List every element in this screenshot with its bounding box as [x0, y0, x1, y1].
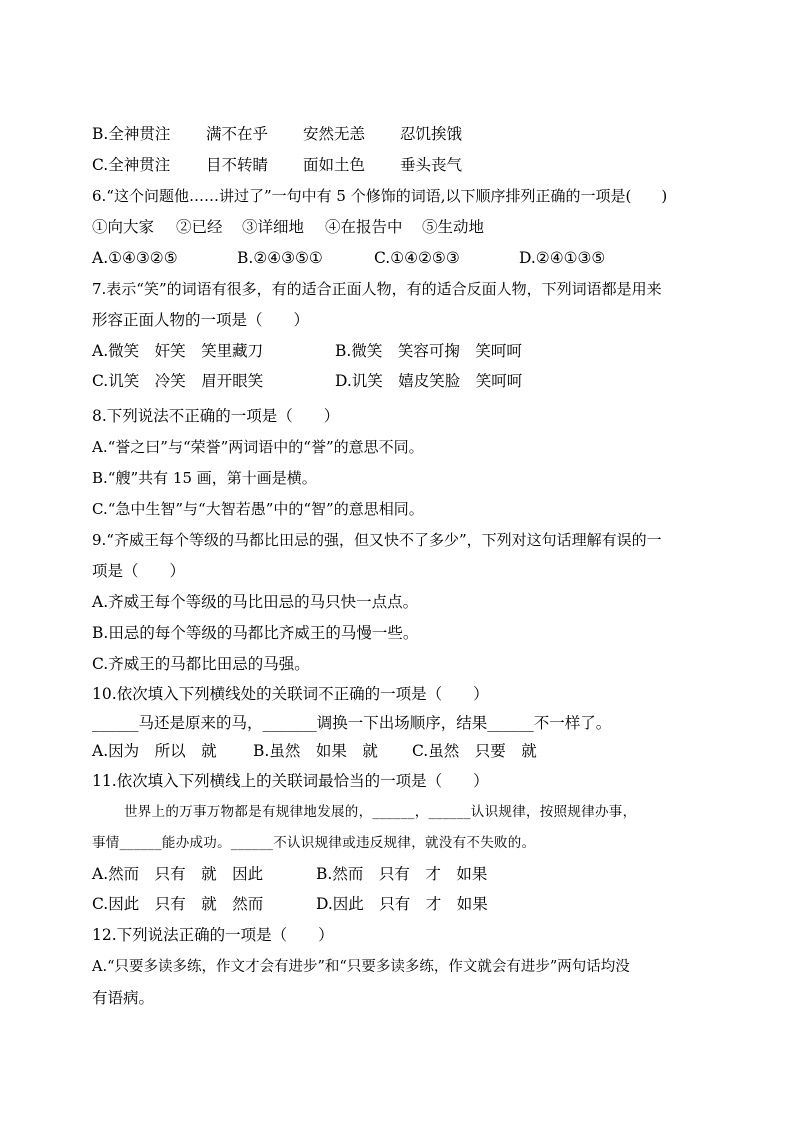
- q12-option-a-line-1: A.“只要多读多练，作文才会有进步”和“只要多读多练，作文就会有进步”两句话均没: [92, 959, 630, 975]
- q5-c-word-2: 面如土色: [303, 156, 366, 174]
- q6-stem: 6.“这个问题他……讲过了”一句中有 5 个修饰的词语,以下顺序排列正确的一项是( ): [92, 187, 668, 205]
- q7-option-c: C.讥笑 冷笑 眉开眼笑: [92, 372, 264, 390]
- q5-c-word-3: 垂头丧气: [400, 156, 463, 174]
- q6-item-3: ③详细地: [242, 218, 305, 236]
- q10-option-b: B.虽然 如果 就: [253, 742, 378, 760]
- q10-option-c: C.虽然 只要 就: [412, 742, 537, 760]
- q10-option-a: A.因为 所以 就: [92, 742, 217, 760]
- q8-option-a: A.“誉之曰”与“荣誉”两词语中的“誉”的意思不同。: [92, 438, 424, 456]
- q11-option-d: D.因此 只有 才 如果: [316, 895, 488, 913]
- q9-stem-line-2: 项是（ ）: [92, 562, 186, 580]
- q7-option-d: D.讥笑 嬉皮笑脸 笑呵呵: [335, 372, 523, 390]
- q7-stem-line-2: 形容正面人物的一项是（ ）: [92, 311, 310, 329]
- q11-option-b: B.然而 只有 才 如果: [316, 865, 488, 883]
- q5-c-label: C.全神贯注: [92, 156, 171, 174]
- q7-option-b: B.微笑 笑容可掬 笑呵呵: [335, 342, 522, 360]
- q5-b-word-1: 满不在乎: [206, 125, 269, 143]
- q6-item-4: ④在报告中: [325, 218, 403, 236]
- q6-item-1: ①向大家: [92, 218, 155, 236]
- q7-stem-line-1: 7.表示“笑”的词语有很多，有的适合正面人物，有的适合反面人物，下列词语都是用来: [92, 280, 662, 298]
- q5-b-word-3: 忍饥挨饿: [400, 125, 463, 143]
- q11-stem: 11.依次填入下列横线上的关联词最恰当的一项是（ ）: [92, 772, 489, 790]
- q11-option-a: A.然而 只有 就 因此: [92, 865, 264, 883]
- q8-option-b: B.“艘”共有 15 画，第十画是横。: [92, 469, 317, 487]
- q11-passage-line-1: 世界上的万事万物都是有规律地发展的，______，______认识规律，按照规律办事，: [124, 804, 637, 820]
- q6-option-b: B.②④③⑤①: [237, 249, 323, 267]
- q9-stem-line-1: 9.“齐威王每个等级的马都比田忌的强，但又快不了多少”，下列对这句话理解有误的一: [92, 531, 662, 549]
- q6-option-a: A.①④③②⑤: [92, 249, 178, 267]
- q5-b-label: B.全神贯注: [92, 125, 171, 143]
- q10-sentence: ______马还是原来的马，_______调换一下出场顺序，结果______不一样了。: [92, 714, 612, 732]
- q9-option-c: C.齐威王的马都比田忌的马强。: [92, 655, 310, 673]
- q6-option-d: D.②④①③⑤: [519, 249, 606, 267]
- q9-option-b: B.田忌的每个等级的马都比齐威王的马慢一些。: [92, 624, 419, 642]
- q10-stem: 10.依次填入下列横线处的关联词不正确的一项是（ ）: [92, 685, 489, 703]
- q7-option-a: A.微笑 奸笑 笑里藏刀: [92, 342, 264, 360]
- q6-option-c: C.①④②⑤③: [374, 249, 460, 267]
- q8-option-c: C.“急中生智”与“大智若愚”中的“智”的意思相同。: [92, 500, 424, 518]
- q8-stem: 8.下列说法不正确的一项是（ ）: [92, 407, 340, 425]
- q6-item-2: ②已经: [176, 218, 223, 236]
- q6-item-5: ⑤生动地: [422, 218, 485, 236]
- q12-stem: 12.下列说法正确的一项是（ ）: [92, 926, 334, 944]
- q12-option-a-line-2: 有语病。: [92, 989, 155, 1007]
- q11-option-c: C.因此 只有 就 然而: [92, 895, 264, 913]
- q11-passage-line-2: 事情______能办成功。______不认识规律或违反规律，就没有不失败的。: [92, 835, 536, 851]
- q5-c-word-1: 目不转睛: [206, 156, 269, 174]
- q5-b-word-2: 安然无恙: [303, 125, 366, 143]
- q9-option-a: A.齐威王每个等级的马比田忌的马只快一点点。: [92, 593, 419, 611]
